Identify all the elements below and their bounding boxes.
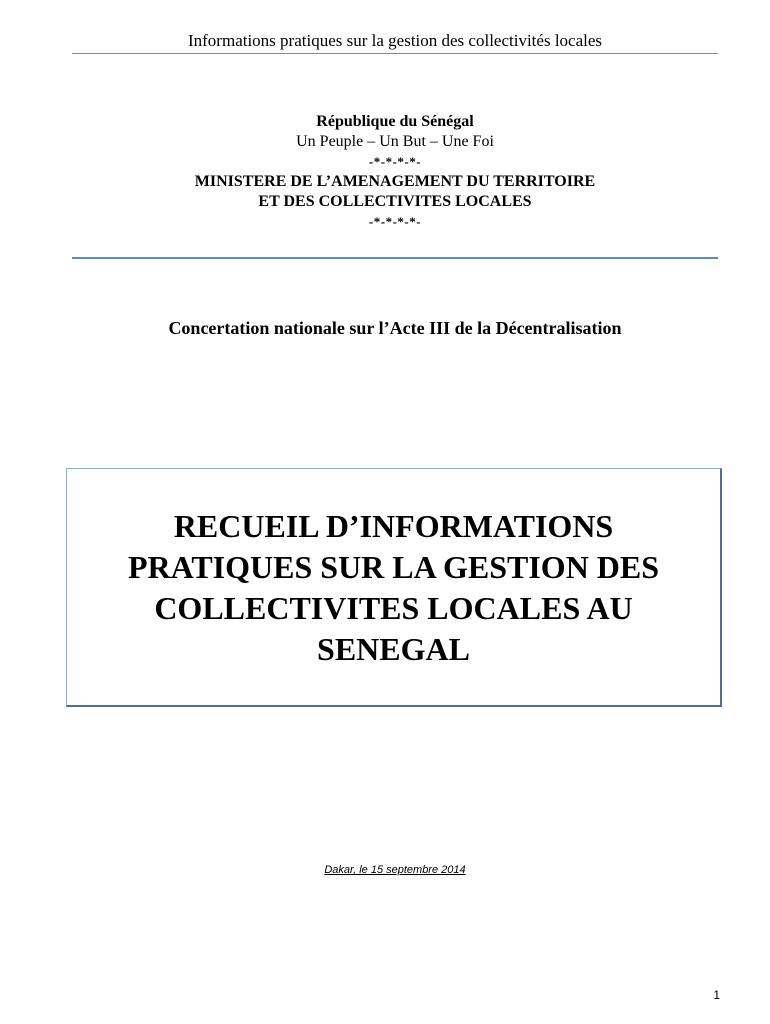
page-number: 1 <box>713 988 720 1002</box>
document-title <box>74 506 714 670</box>
national-motto: Un Peuple – Un But – Une Foi <box>296 133 494 150</box>
title-line-3: COLLECTIVITES LOCALES AU <box>154 590 633 626</box>
title-line-2: PRATIQUES SUR LA GESTION DES <box>127 549 660 585</box>
section-divider <box>72 257 718 259</box>
government-block <box>72 112 718 232</box>
title-line-4: SENEGAL <box>317 631 470 667</box>
document-subtitle: Concertation nationale sur l’Acte III de la Décentralisation <box>168 318 622 338</box>
ministry-name-line-2: ET DES COLLECTIVITES LOCALES <box>258 193 532 210</box>
running-header: Informations pratiques sur la gestion des collectivités locales <box>187 31 603 50</box>
separator-top: -*-*-*-*- <box>368 154 422 169</box>
separator-bottom: -*-*-*-*- <box>368 214 422 229</box>
header-divider <box>72 53 718 54</box>
country-name: République du Sénégal <box>316 113 474 130</box>
title-line-1: RECUEIL D’INFORMATIONS <box>173 508 614 544</box>
ministry-name-line-1: MINISTERE DE L’AMENAGEMENT DU TERRITOIRE <box>194 173 596 190</box>
title-box <box>66 468 722 707</box>
dateline: Dakar, le 15 septembre 2014 <box>324 864 466 876</box>
